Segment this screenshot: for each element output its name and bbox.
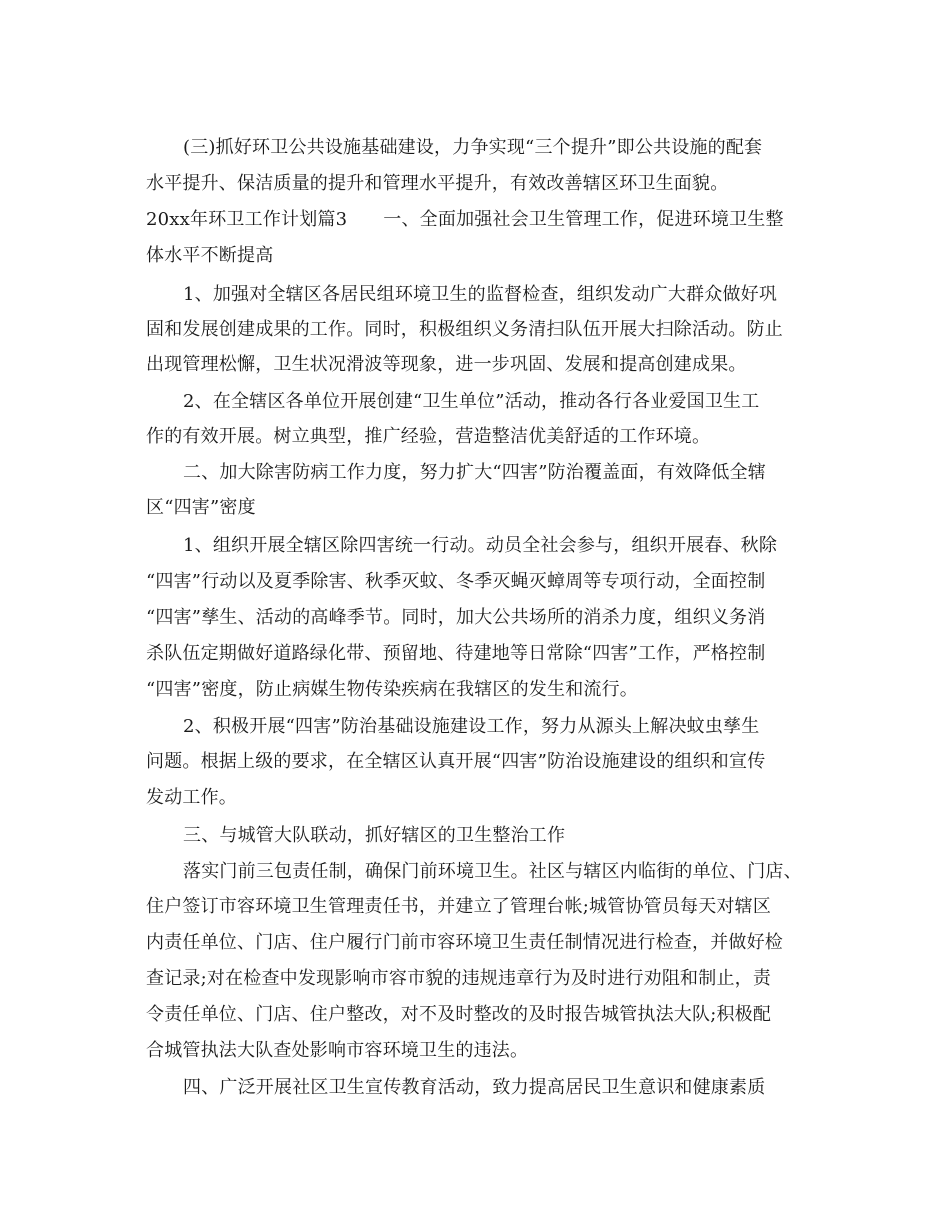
text-line: “四害”行动以及夏季除害、秋季灭蚊、冬季灭蝇灭蟑周等专项行动，全面控制	[146, 571, 766, 592]
text-line: “四害”密度，防止病媒生物传染疾病在我辖区的发生和流行。	[146, 679, 639, 700]
text-line: 体水平不断提高	[146, 245, 274, 266]
text-line: 内责任单位、门店、住户履行门前市容环境卫生责任制情况进行检查，并做好检	[146, 932, 783, 953]
text-line: 2、积极开展“四害”防治基础设施建设工作，努力从源头上解决蚊虫孳生	[183, 716, 760, 737]
text-line: 1、加强对全辖区各居民组环境卫生的监督检查，组织发动广大群众做好巩	[183, 284, 778, 305]
text-line: 1、组织开展全辖区除四害统一行动。动员全社会参与，组织开展春、秋除	[183, 535, 778, 556]
text-line: 二、加大除害防病工作力度，努力扩大“四害”防治覆盖面，有效降低全辖	[183, 462, 767, 483]
section-heading: 20xx年环卫工作计划篇3	[146, 209, 348, 230]
text-line: 令责任单位、门店、住户整改，对不及时整改的及时报告城管执法大队;积极配	[146, 1004, 772, 1025]
text-line: 查记录;对在检查中发现影响市容市貌的违规违章行为及时进行劝阻和制止，责	[146, 968, 772, 989]
text-line: 出现管理松懈，卫生状况滑波等现象，进一步巩固、发展和提高创建成果。	[146, 354, 747, 375]
text-line	[146, 209, 784, 231]
text-line: “四害”孳生、活动的高峰季节。同时，加大公共场所的消杀力度，组织义务消	[146, 607, 766, 628]
text-line: 杀队伍定期做好道路绿化带、预留地、待建地等日常除“四害”工作，严格控制	[146, 643, 766, 664]
text-line: 三、与城管大队联动，抓好辖区的卫生整治工作	[183, 825, 566, 846]
text-line: 2、在全辖区各单位开展创建“卫生单位”活动，推动各行各业爱国卫生工	[183, 391, 760, 412]
text-line: 落实门前三包责任制，确保门前环境卫生。社区与辖区内临街的单位、门店、	[183, 861, 802, 882]
text-line: 四、广泛开展社区卫生宣传教育活动，致力提高居民卫生意识和健康素质	[183, 1077, 766, 1098]
text-line: 问题。根据上级的要求，在全辖区认真开展“四害”防治设施建设的组织和宣传	[146, 751, 766, 772]
text-line: (三)抓好环卫公共设施基础建设，力争实现“三个提升”即公共设施的配套	[183, 137, 763, 158]
text-line: 固和发展创建成果的工作。同时，积极组织义务清扫队伍开展大扫除活动。防止	[146, 319, 783, 340]
text-line: 合城管执法大队查处影响市容环境卫生的违法。	[146, 1040, 529, 1061]
text-span: 一、全面加强社会卫生管理工作，促进环境卫生整	[383, 209, 784, 230]
text-line: 住户签订市容环境卫生管理责任书，并建立了管理台帐;城管协管员每天对辖区	[146, 896, 772, 917]
text-line: 水平提升、保洁质量的提升和管理水平提升，有效改善辖区环卫生面貌。	[146, 173, 729, 194]
text-line: 作的有效开展。树立典型，推广经验，营造整洁优美舒适的工作环境。	[146, 426, 711, 447]
text-line: 区“四害”密度	[146, 497, 256, 518]
text-line: 发动工作。	[146, 787, 237, 808]
